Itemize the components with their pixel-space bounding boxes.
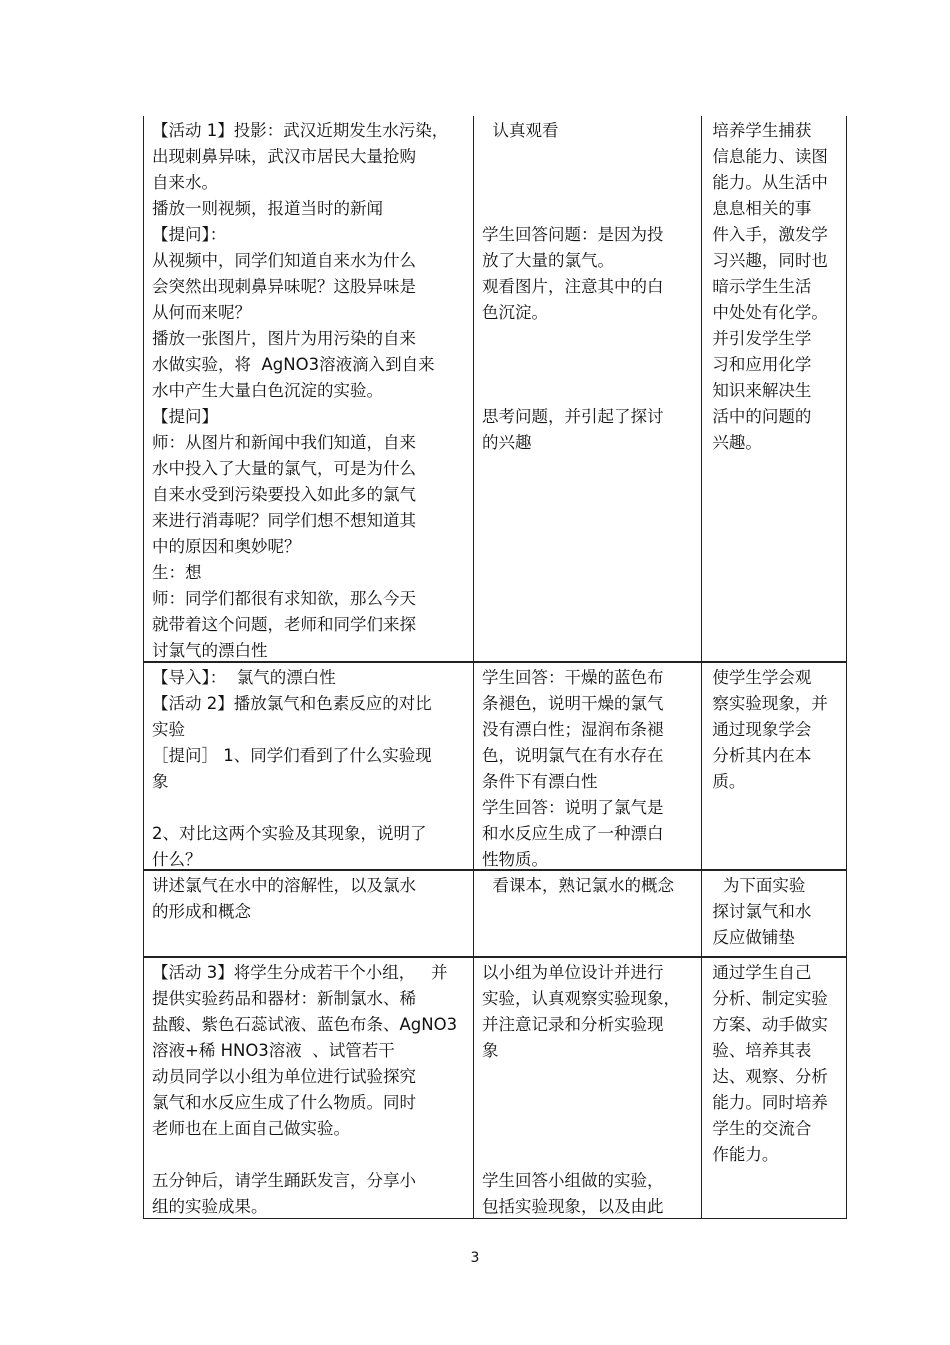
text-line: 认真观看	[482, 121, 559, 140]
teacher-activity-cell	[144, 958, 474, 1218]
text-line: 什么？	[152, 850, 202, 869]
table-row	[143, 661, 847, 869]
text-line: 没有漂白性；湿润布条褪	[482, 720, 664, 739]
text-line: 达、观察、分析	[712, 1067, 828, 1086]
text-line: 播放一张图片，图片为用污染的自来	[152, 329, 416, 348]
text-line: 性物质。	[482, 850, 549, 869]
text-line: 出现刺鼻异味，武汉市居民大量抢购	[152, 147, 416, 166]
text-line: 色，说明氯气在有水存在	[482, 746, 664, 765]
text-line: 作能力。	[712, 1145, 779, 1164]
table-row	[143, 116, 847, 661]
text-line: 放了大量的氯气。	[482, 251, 615, 270]
text-line: 分析、制定实验	[712, 989, 828, 1008]
text-line: 会突然出现刺鼻异味呢？这股异味是	[152, 277, 416, 296]
text-line	[482, 352, 695, 378]
text-line: 实验，认真观察实验现象，	[482, 989, 681, 1008]
text-line	[152, 1142, 467, 1168]
text-line: 学生回答小组做的实验，	[482, 1171, 664, 1190]
text-line: 验、培养其表	[712, 1041, 812, 1060]
text-line: 【提问】	[152, 407, 218, 426]
text-line: 五分钟后，请学生踊跃发言，分享小	[152, 1171, 416, 1190]
text-line: 中的原因和奥妙呢？	[152, 537, 301, 556]
text-line: 息息相关的事	[712, 199, 812, 218]
design-intent-cell	[702, 116, 846, 661]
student-activity-cell	[474, 871, 702, 956]
text-line: 包括实验现象，以及由此	[482, 1197, 664, 1216]
design-intent-cell	[702, 958, 846, 1218]
text-line: 氯气和水反应生成了什么物质。同时	[152, 1093, 416, 1112]
text-line: 条褪色，说明干燥的氯气	[482, 694, 664, 713]
page-number: 3	[470, 1250, 480, 1266]
text-line: 看课本，熟记氯水的概念	[482, 876, 675, 895]
text-line: 学生回答：干燥的蓝色布	[482, 668, 664, 687]
text-line: 并引发学生学	[712, 329, 812, 348]
text-line: 象	[152, 772, 169, 791]
text-line: 以小组为单位设计并进行	[482, 963, 664, 982]
text-line	[482, 144, 695, 170]
text-line: 学生回答：说明了氯气是	[482, 798, 664, 817]
table-row	[143, 956, 847, 1219]
text-line: 讲述氯气在水中的溶解性，以及氯水	[152, 876, 416, 895]
text-line: 讨氯气的漂白性	[152, 641, 268, 660]
text-line: 为下面实验	[712, 876, 806, 895]
text-line: 通过现象学会	[712, 720, 812, 739]
text-line: 信息能力、读图	[712, 147, 828, 166]
text-line: 水中产生大量白色沉淀的实验。	[152, 381, 383, 400]
text-line: 分析其内在本	[712, 746, 812, 765]
text-line: ［提问］ 1、同学们看到了什么实验现	[152, 746, 432, 765]
text-line: 条件下有漂白性	[482, 772, 598, 791]
table-row	[143, 869, 847, 956]
design-intent-cell	[702, 871, 846, 956]
text-line: 生：想	[152, 563, 202, 582]
text-line	[152, 795, 467, 821]
text-line: 习和应用化学	[712, 355, 812, 374]
student-activity-cell	[474, 663, 702, 869]
text-line	[482, 378, 695, 404]
text-line	[482, 326, 695, 352]
text-line: 【活动 3】将学生分成若干个小组， 并	[152, 963, 448, 982]
text-line: 实验	[152, 720, 185, 739]
text-line	[482, 1090, 695, 1116]
text-line: 的兴趣	[482, 433, 532, 452]
text-line: 【活动 2】播放氯气和色素反应的对比	[152, 694, 432, 713]
text-line	[482, 1142, 695, 1168]
text-line: 知识来解决生	[712, 381, 812, 400]
text-line: 溶液+稀 HNO3溶液 、试管若干	[152, 1041, 395, 1060]
teacher-activity-cell	[144, 871, 474, 956]
student-activity-cell	[474, 116, 702, 661]
text-line: 学生回答问题：是因为投	[482, 225, 664, 244]
text-line: 【提问】：	[152, 225, 227, 244]
teacher-activity-cell	[144, 663, 474, 869]
text-line: 能力。同时培养	[712, 1093, 828, 1112]
text-line: 兴趣。	[712, 433, 762, 452]
text-line: 来进行消毒呢？同学们想不想知道其	[152, 511, 416, 530]
text-line: 中处处有化学。	[712, 303, 828, 322]
student-activity-cell	[474, 958, 702, 1218]
text-line: 方案、动手做实	[712, 1015, 828, 1034]
text-line: 老师也在上面自己做实验。	[152, 1119, 350, 1138]
text-line: 通过学生自己	[712, 963, 812, 982]
text-line: 能力。从生活中	[712, 173, 828, 192]
text-line: 从视频中，同学们知道自来水为什么	[152, 251, 416, 270]
text-line: 的形成和概念	[152, 902, 251, 921]
design-intent-cell	[702, 663, 846, 869]
text-line: 学生的交流合	[712, 1119, 812, 1138]
text-line: 自来水受到污染要投入如此多的氯气	[152, 485, 416, 504]
text-line: 组的实验成果。	[152, 1197, 268, 1216]
text-line: 水做实验，将 AgNO3溶液滴入到自来	[152, 355, 435, 374]
text-line: 从何而来呢？	[152, 303, 251, 322]
text-line	[482, 1116, 695, 1142]
text-line: 暗示学生生活	[712, 277, 812, 296]
text-line: 习兴趣，同时也	[712, 251, 828, 270]
text-line	[482, 196, 695, 222]
text-line: 培养学生捕获	[712, 121, 812, 140]
text-line: 反应做铺垫	[712, 928, 795, 947]
text-line: 件入手，激发学	[712, 225, 828, 244]
text-line: 象	[482, 1041, 499, 1060]
text-line: 观看图片，注意其中的白	[482, 277, 664, 296]
text-line: 动员同学以小组为单位进行试验探究	[152, 1067, 416, 1086]
text-line: 【导入】： 氯气的漂白性	[152, 668, 336, 687]
text-line: 探讨氯气和水	[712, 902, 812, 921]
text-line: 和水反应生成了一种漂白	[482, 824, 664, 843]
teacher-activity-cell	[144, 116, 474, 661]
text-line: 提供实验药品和器材：新制氯水、稀	[152, 989, 416, 1008]
lesson-table	[143, 116, 847, 1219]
text-line: 使学生学会观	[712, 668, 812, 687]
text-line: 色沉淀。	[482, 303, 549, 322]
text-line: 2、对比这两个实验及其现象，说明了	[152, 824, 427, 843]
text-line: 就带着这个问题，老师和同学们来探	[152, 615, 416, 634]
text-line: 师：从图片和新闻中我们知道，自来	[152, 433, 416, 452]
text-line: 播放一则视频，报道当时的新闻	[152, 199, 383, 218]
text-line: 自来水。	[152, 173, 218, 192]
text-line: 水中投入了大量的氯气，可是为什么	[152, 459, 416, 478]
text-line: 师：同学们都很有求知欲，那么今天	[152, 589, 416, 608]
text-line	[482, 1064, 695, 1090]
text-line: 活中的问题的	[712, 407, 812, 426]
text-line: 察实验现象，并	[712, 694, 828, 713]
text-line: 质。	[712, 772, 746, 791]
text-line	[482, 170, 695, 196]
text-line: 【活动 1】投影：武汉近期发生水污染，	[152, 121, 449, 140]
text-line: 盐酸、紫色石蕊试液、蓝色布条、AgNO3	[152, 1015, 458, 1034]
text-line: 并注意记录和分析实验现	[482, 1015, 664, 1034]
text-line: 思考问题，并引起了探讨	[482, 407, 664, 426]
